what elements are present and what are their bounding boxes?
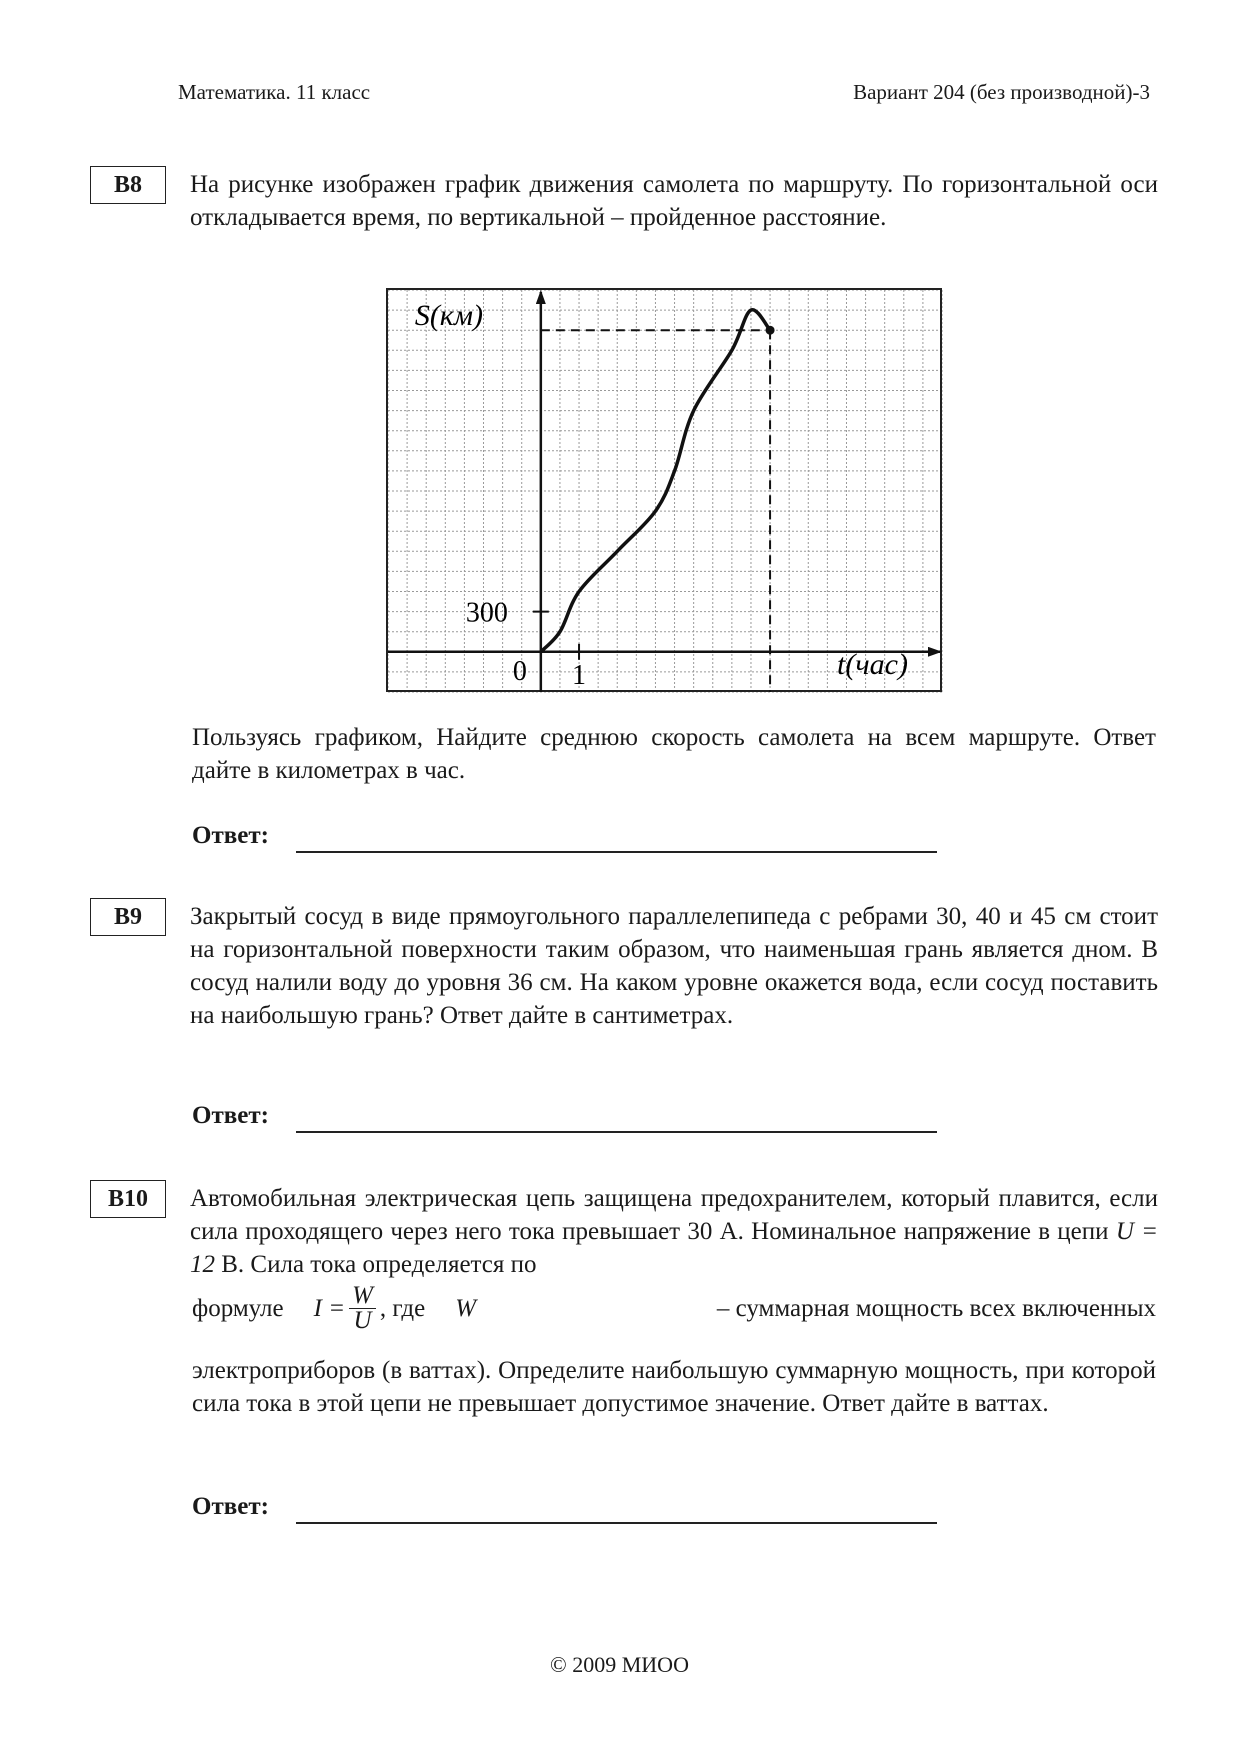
b10-text-3: электроприборов (в ваттах). Определите наибольшую суммарную мощность, при которой сила тока в этой цепи не превышает допустимое значение. Ответ дайте в ваттах.	[192, 1357, 1156, 1417]
b8-text: На рисунке изображен график движения самолета по маршруту. По горизонтальной оси откладывается время, по вертикальной – пройденное расстояние.	[190, 171, 1158, 231]
origin-label: 0	[512, 655, 527, 687]
b10-answer-label: Ответ:	[192, 1493, 269, 1520]
b10-formula-line	[192, 1284, 1156, 1333]
chart-frame	[387, 289, 941, 691]
distance-time-chart	[386, 288, 944, 694]
distance-curve	[541, 310, 770, 652]
end-point	[766, 326, 775, 335]
b10-formula-w: W	[455, 1294, 477, 1322]
b10-text	[190, 1182, 1158, 1281]
y-axis-label: S(км)	[414, 299, 483, 332]
b9-answer-label: Ответ:	[192, 1102, 269, 1129]
b10-formula-lhs: I =	[313, 1294, 346, 1322]
b10-text-2: В. Сила тока определяется по	[221, 1251, 537, 1278]
footer-copyright: © 2009 МИОО	[550, 1652, 689, 1677]
header-variant: Вариант 204 (без производной)-3	[853, 80, 1150, 104]
b10-formula-prefix: формуле	[192, 1294, 284, 1322]
b10-formula-desc: – суммарная мощность всех включенных	[716, 1294, 1156, 1322]
b8-answer-label: Ответ:	[192, 822, 269, 849]
b10-u-formula: U = 12	[190, 1218, 1158, 1278]
b10-answer-field[interactable]	[296, 1522, 937, 1524]
b8-answer-field[interactable]	[296, 851, 937, 853]
x-axis-label: t(час)	[837, 648, 908, 681]
b10-text-1: Автомобильная электрическая цепь защищена предохранителем, который плавится, если сила проходящего через него тока превышает 30 А. Номинальное напряжение в цепи	[190, 1185, 1158, 1245]
b9-answer-field[interactable]	[296, 1131, 937, 1133]
b10-formula-numerator: W	[349, 1284, 376, 1309]
b8-question: Пользуясь графиком, Найдите среднюю скорость самолета на всем маршруте. Ответ дайте в километрах в час.	[192, 724, 1156, 784]
b9-text: Закрытый сосуд в виде прямоугольного параллелепипеда с ребрами 30, 40 и 45 см стоит на горизонтальной поверхности таким образом, что наименьшая грань является дном. В сосуд налили воду до уровня 36 см. На каком уровне окажется вода, если сосуд поставить на наибольшую грань? Ответ дайте в сантиметрах.	[190, 903, 1158, 1029]
question-label-b9: B9	[90, 898, 166, 936]
question-label-b10: B10	[90, 1180, 166, 1218]
header-subject: Математика. 11 класс	[178, 80, 371, 104]
y-tick-label: 300	[465, 597, 508, 629]
question-label-b8: B8	[90, 166, 166, 204]
b10-formula-where: , где	[379, 1294, 426, 1322]
b10-formula-fraction	[349, 1284, 376, 1333]
b10-formula-denominator: U	[353, 1307, 372, 1334]
x-tick-label: 1	[572, 659, 587, 691]
